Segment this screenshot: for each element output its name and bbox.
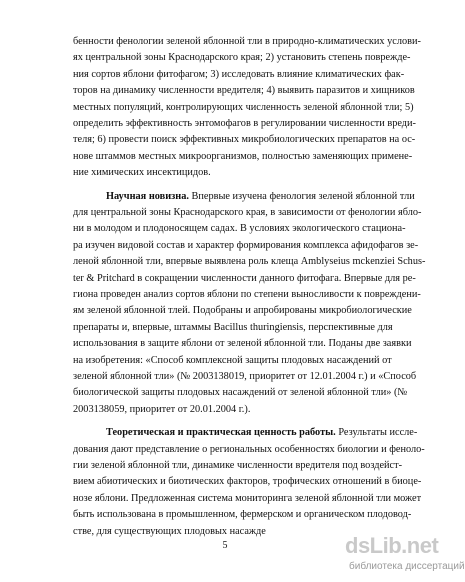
text-line: гии зеленой яблонной тли, динамике численности вредителя под воздейст- [73, 460, 403, 471]
text-line: использования в защите яблони от зеленой яблонной тли. Поданы две заявки [73, 338, 412, 349]
watermark [345, 533, 465, 582]
text-line: 2003138059, приоритет от 20.01.2004 г.). [73, 404, 251, 415]
text-line: дования дают представление о региональных особенностях биологии и феноло- [73, 444, 425, 455]
text-line: теля; 6) провести поиск эффективных микробиологических препаратов на ос- [73, 134, 416, 145]
novelty-heading-line: Научная новизна. Впервые изучена фенология зеленой яблонной тли [106, 191, 415, 202]
text-line: ра изучен видовой состав и характер формирования комплекса афидофагов зе- [73, 240, 419, 251]
page-number: 5 [222, 540, 228, 551]
text-line: на изобретения: «Способ комплексной защиты плодовых насаждений от [73, 355, 392, 366]
text-line: торов на динамику численности вредителя; 4) выявить паразитов и хищников [73, 85, 415, 96]
text-line: зеленой яблонной тли» (№ 2003138019, приоритет от 12.01.2004 г.) и «Способ [73, 371, 417, 382]
text-line: для центральной зоны Краснодарского края, в зависимости от фенологии ябло- [73, 207, 422, 218]
text-line: ях центральной зоны Краснодарского края; 2) установить степень поврежде- [73, 52, 411, 63]
text-line: ния сортов яблони фитофагом; 3) исследовать влияние климатических фак- [73, 69, 405, 80]
text-line: быть использована в промышленном, фермерском и органическом плодовод- [73, 509, 412, 520]
text-line: препараты и, впервые, штаммы Bacillus thuringiensis, перспективные для [73, 322, 393, 333]
theory-heading-line: Теоретическая и практическая ценность работы. Результаты иссле- [106, 427, 418, 438]
text-line: ни в молодом и плодоносящем садах. В условиях экологического стациона- [73, 223, 406, 234]
text-line: местных популяций, контролирующих численность зеленой яблонной тли; 5) [73, 102, 414, 113]
text-line: ние химических инсектицидов. [73, 167, 211, 178]
text-line: биологической защиты плодовых насаждений от зеленой яблонной тли» (№ [73, 387, 408, 398]
text-line: гиона проведен анализ сортов яблони по степени выносливости к повреждени- [73, 289, 421, 300]
text-line: ям зеленой яблонной тлей. Подобраны и апробированы микробиологические [73, 305, 412, 316]
text-line: вием абиотических и биотических факторов, трофических отношений в биоце- [73, 476, 422, 487]
watermark-logo: dsLib.net [345, 533, 439, 558]
text-line: бенности фенологии зеленой яблонной тли в природно-климатических услови- [73, 36, 421, 47]
text-line: нозе яблони. Предложенная система мониторинга зеленой яблонной тли может [73, 493, 422, 504]
text-line: стве, для существующих плодовых насажде [73, 526, 266, 537]
text-line: леной яблонной тли, впервые выявлена роль клеща Amblyseius mckenziei Schus- [73, 256, 426, 267]
text-line: нове штаммов местных микроорганизмов, полностью заменяющих примене- [73, 151, 413, 162]
watermark-subtitle: библиотека диссертаций [349, 561, 465, 572]
text-line: определить эффективность энтомофагов в регулировании численности вреди- [73, 118, 416, 129]
text-line: ter & Pritchard в сокращении численности данного фитофага. Впервые для ре- [73, 273, 416, 284]
